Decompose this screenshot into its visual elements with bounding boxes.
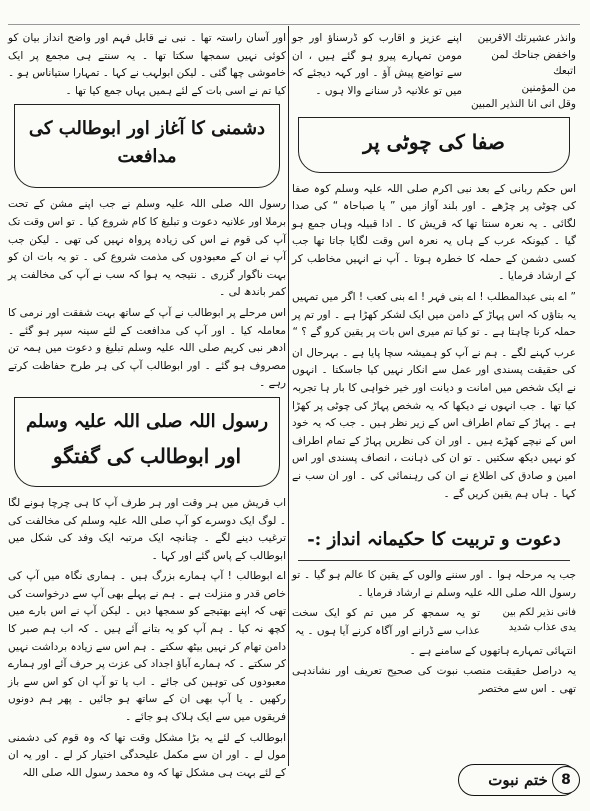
section-heading: دعوت و تربیت کا حکیمانہ انداز :- xyxy=(307,529,561,551)
body-paragraph: ابوطالب کے لئے یہ بڑا مشکل وقت تھا کہ وہ قوم کی دشمنی مول لے ۔ اور ان سے مکمل علیحدگی اختیار کر لے ۔ اور یہ ان کے لئے بہت ہی مشکل تھا کہ وہ محمد رسول اللہ صلی اللہ xyxy=(8,731,286,779)
body-paragraph: ” اے بنی عبدالمطلب ! اے بنی فہر ! اے بنی کعب ! اگر میں تمہیں یہ بتاؤں کہ اس پہاڑ کے دامن میں ایک لشکر کھڑا ہے ۔ اور تم پر حملہ کرنا چاہتا ہے ۔ تو کیا تم میری اس بات پر یقین کرو گے ؟ “ xyxy=(292,291,576,339)
section-heading: صفا کی چوٹی پر xyxy=(363,129,505,154)
body-paragraph: جب یہ مرحلہ ہوا ۔ اور سننے والوں کے یقین کا عالم ہو گیا ۔ تو رسول اللہ صلی اللہ علیہ وسلم نے ارشاد فرمایا ۔ xyxy=(292,569,576,599)
verse-translation: تو یہ سمجھ کر میں تم کو ایک سخت عذاب سے ڈرانے اور آگاہ کرنے آیا ہوں ۔ یہ xyxy=(292,607,480,637)
body-paragraph: اب قریش میں ہر وقت اور ہر طرف آپ کا ہی چرچا ہونے لگا ۔ لوگ ایک دوسرے کو آپ صلی اللہ علیہ وسلم کی مخالفت کی ترغیب دینے لگے ۔ چنانچہ ایک مرتبہ ایک وفد کی شکل میں ابوطالب کے پاس گئے اور کہا ۔ xyxy=(8,496,286,562)
right-column xyxy=(292,30,576,701)
quran-quote-translation: اپنے عزیز و اقارب کو ڈرسناؤ اور جو مومن تمہارے پیرو ہو گئے ہیں ، ان سے تواضع پیش آؤ ۔ اور کہہ دیجئے کہ میں تو علانیہ ڈر سنانے والا ہوں ۔ xyxy=(292,32,462,97)
quran-line: وانذر عشيرتك الاقربين xyxy=(477,32,576,44)
body-paragraph: رسول اللہ صلی اللہ علیہ وسلم نے جب اپنے مشن کے تحت برملا اور علانیہ دعوت و تبلیغ کا کام شروع کیا ۔ تو اس وقت تک آپ کی قوم نے اس کی زیادہ پرواہ نہیں کی تھی ۔ لیکن جب آپ نے ان کے معبودوں کی مذمت شروع کی ۔ تو یہ بات ان کو بہت ناگوار گزری ۔ نتیجہ یہ ہوا کہ سب نے آپ کی مخالفت پر کمر باندھ لی ۔ xyxy=(8,198,286,299)
body-paragraph: عرب کہنے لگے ۔ ہم نے آپ کو ہمیشہ سچا پایا ہے ۔ بہرحال ان کی حقیقت پسندی اور عمل سے انکار نہیں کیا جاسکتا ۔ انہوں نے ایک شخص میں امانت و دیانت اور خیر خواہی کا بار ہا تجربہ کیا تھا ۔ جب انہوں نے دیکھا کہ یہ شخص پہاڑ کی چوٹی پر کھڑا ہے ۔ پہاڑ کے تمام اطراف اس کے زیر نظر ہیں ۔ جب کہ یہ خود اس کے نیچے کھڑے ہیں ۔ اور ان کی نظریں پہاڑ کے تمام اطراف کو نہیں دیکھ سکتیں ۔ تو ان کی ذہانت ، انصاف پسندی اور اس امین و صادق کی اطلاع نے ان کی رہنمائی کی ۔ اور ان سب نے کہا ۔ ہاں ہم یقین کریں گے ۔ xyxy=(292,346,576,500)
quran-quote-arabic xyxy=(468,30,576,113)
body-paragraph: انتہائی تمہارے ہاتھوں کے سامنے ہے ۔ xyxy=(409,644,576,657)
quran-line: وقل انى انا النذير المبين xyxy=(470,98,576,110)
section-heading-box xyxy=(298,117,570,173)
quran-line: واخفض جناحك لمن اتبعك xyxy=(491,48,576,77)
section-heading-box xyxy=(14,397,280,487)
section-heading: دشمنی کا آغاز اور ابوطالب کی مدافعت xyxy=(28,118,266,168)
body-paragraph: اور آسان راستہ تھا ۔ نبی نے قابل فہم اور واضح انداز بیان کو کوئی نہیں سمجھا سکتا تھا ۔ یہ سنتے ہی مجمع پر ایک خاموشی چھا گئی ۔ لیکن ابولہب نے کہا ۔ تمہارا ستیاناس ہو ۔ کیا تم نے اسی بات کے لئے ہمیں یہاں جمع کیا تھا ۔ xyxy=(8,32,286,97)
body-paragraph: اس مرحلے پر ابوطالب نے آپ کے ساتھ بہت شفقت اور نرمی کا معاملہ کیا ۔ اور آپ کی مدافعت کے لئے سینہ سپر ہو گئے ۔ ادھر نبی کریم صلی اللہ علیہ وسلم تبلیغ و دعوت میں ہمہ تن مصروف ہو گئے ۔ اور ابوطالب آپ کی ہر طرح حفاظت کرتے رہے ۔ xyxy=(8,306,286,390)
page-number: 8 xyxy=(552,766,580,794)
body-paragraph: اس حکم ربانی کے بعد نبی اکرم صلی اللہ علیہ وسلم کوہ صفا کی چوٹی پر چڑھے ۔ اور بلند آواز میں ” یا صباحاہ “ کی صدا لگائی ۔ یہ نعرہ سنتا تھا کہ قریش کا ۔ ادا قبیلہ وہاں جمع ہو گیا ۔ کیونکہ عرب کے ہاں یہ نعرہ اس وقت لگایا جاتا تھا جب کسی دشمن کے حملہ کا خطرہ ہوتا ۔ آپ نے انہیں مخاطب کر کے ارشاد فرمایا ۔ xyxy=(292,182,576,283)
section-heading-line: اور ابوطالب کی گفتگو xyxy=(52,443,242,468)
verse-arabic: فانی نذیر لکم بین یدی عذاب شدید xyxy=(502,607,576,634)
quran-line: من المؤمنين xyxy=(521,81,576,94)
left-column xyxy=(8,30,286,785)
section-heading-box xyxy=(14,104,280,188)
quran-quote-block xyxy=(292,30,576,113)
body-paragraph: یہ دراصل حقیقت منصب نبوت کی صحیح تعریف اور نشاندہی تھی ۔ اس سے مختصر xyxy=(292,665,576,695)
verse-block xyxy=(292,605,576,640)
section-heading-line: رسول اللہ صلی اللہ علیہ وسلم xyxy=(25,410,269,432)
top-rule xyxy=(8,24,580,25)
body-paragraph: اے ابوطالب ! آپ ہمارے بزرگ ہیں ۔ ہماری نگاہ میں آپ کی خاص قدر و منزلت ہے ۔ ہم نے پہلے بھی آپ سے درخواست کی تھی کہ اپنے بھتیجے کو سمجھا دیں ۔ لیکن آپ نے اس بارے میں کچھ نہ کیا ۔ ہم آپ کو یہ بتانے آئے ہیں ۔ کہ اب ہم صبر کا دامن تھام کر نہیں بیٹھ سکتے ۔ ہم اس سے زیادہ برداشت نہیں کر سکتے ۔ کہ ہمارے آباؤ اجداد کی عزت پر حرف آئے اور ہمارے معبودوں کی توہین کی جائے ۔ اب یا تو آپ ان کو اس سے باز رکھیں ۔ یا آپ بھی ان کے ساتھ ہو جائیں ۔ پھر ہم دونوں فریقوں میں سے ایک ہلاک ہو جائے ۔ xyxy=(8,570,286,724)
heading-underline xyxy=(298,560,570,561)
column-divider xyxy=(288,26,289,766)
magazine-title-badge: ختم نبوت xyxy=(458,764,578,796)
